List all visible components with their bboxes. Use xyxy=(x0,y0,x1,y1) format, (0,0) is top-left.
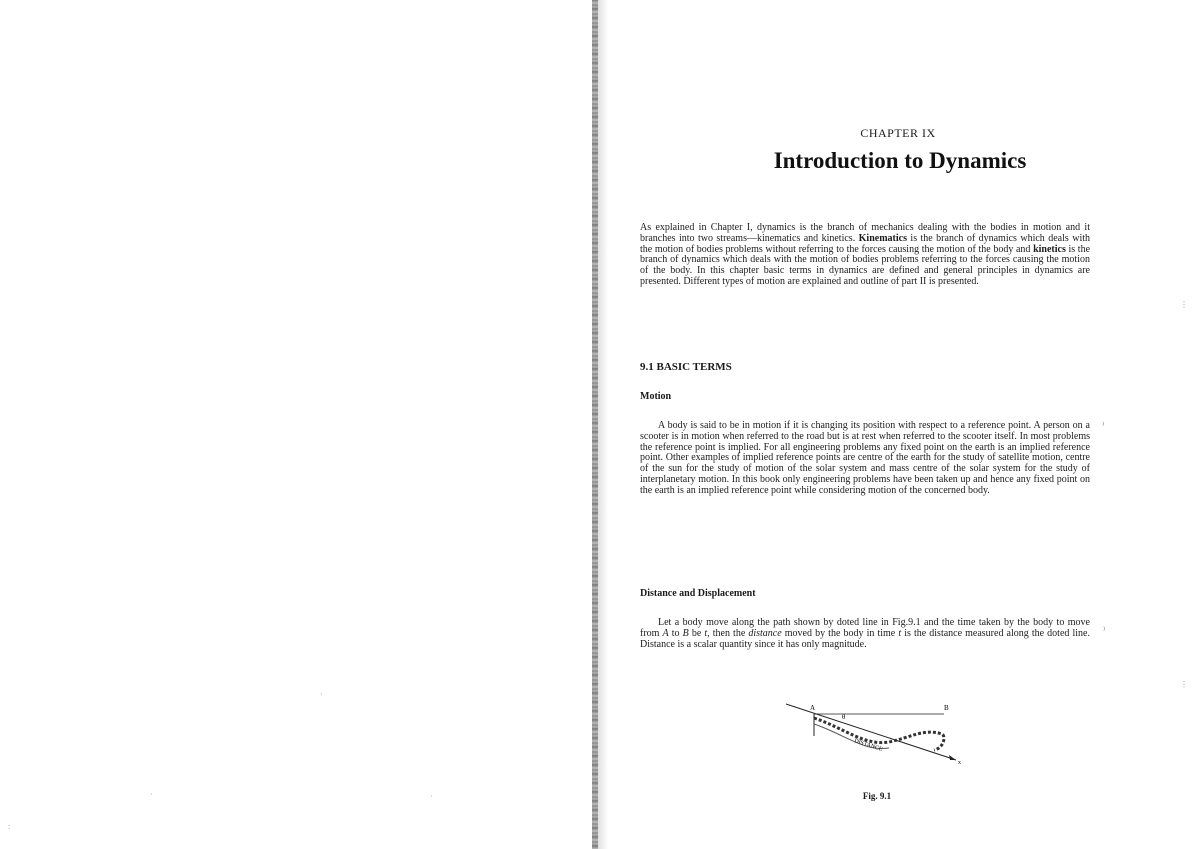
intro-text-2: is the branch of dynamics which deals with the motion of bodies problems without referring to the forces causing the motion of the body and xyxy=(640,232,1091,255)
right-page xyxy=(600,0,1200,849)
section-heading: 9.1 BASIC TERMS xyxy=(640,361,732,373)
scan-speck: ⋮ xyxy=(1180,300,1188,309)
scan-speck: · xyxy=(150,790,153,799)
scan-speck: ⋮ xyxy=(1180,680,1188,689)
margin-mark: ⁾ xyxy=(1103,625,1106,635)
distance-paragraph xyxy=(640,618,1090,650)
fig-label-b: B xyxy=(944,704,949,712)
intro-text-3: is the branch of dynamics which deals with the motion of bodies problems referring to the forces causing the motion of the body. In this chapter basic terms in dynamics are defined and general principles in dynamics are presented. Different types of motion are explained and outline of part II is presented. xyxy=(640,243,1091,287)
margin-mark: ⁾ xyxy=(1102,420,1105,430)
intro-paragraph xyxy=(640,223,1090,288)
distance-term: distance xyxy=(748,627,782,639)
motion-heading: Motion xyxy=(640,391,672,402)
scan-speck: · xyxy=(430,792,433,801)
time-ref: t xyxy=(704,627,708,639)
motion-paragraph: A body is said to be in motion if it is changing its position with respect to a reference point. A person on a scooter is in motion when referred to the road but is at rest when referred to the scooter itself. In most problems the reference point is implied. For all engineering problems any fixed point on the earth is an implied reference point. Other examples of implied reference points are centre of the earth for the study of satellite motion, centre of the sun for the study of motion of the solar system and mass centre of the solar system for the study of interplanetary motion. In this book only engineering problems have been taken up and hence any fixed point on the earth is an implied reference point while considering motion of the concerned body. xyxy=(640,420,1090,496)
fig-label-theta: θ xyxy=(842,713,846,721)
scan-speck: : xyxy=(8,822,11,831)
distance-text-1: Let a body move along the path shown by doted line in Fig.9.1 and the time taken by the body to move from xyxy=(640,617,1090,639)
point-a-ref: A xyxy=(662,627,669,639)
distance-text-2: , then the xyxy=(707,627,749,639)
chapter-title: Introduction to Dynamics xyxy=(773,148,1027,173)
distance-heading: Distance and Displacement xyxy=(640,588,756,599)
kinetics-term: kinetics xyxy=(1033,243,1066,255)
fig-label-distance: DISTANCE xyxy=(853,738,883,753)
fig-label-a: A xyxy=(810,704,816,712)
distance-text-be: be xyxy=(688,627,705,639)
figure-9-1 xyxy=(784,698,964,768)
distance-text-3: moved by the body in time xyxy=(781,627,899,639)
scan-speck: · xyxy=(320,690,323,699)
left-blank-page xyxy=(0,0,594,849)
figure-caption: Fig. 9.1 xyxy=(862,791,892,801)
intro-text-1: As explained in Chapter I, dynamics is the branch of mechanics dealing with the bodies in motion and it branches into two streams—kinematics and kinetics. xyxy=(640,222,1090,244)
distance-text-to: to xyxy=(668,627,683,639)
distance-text-4: is the distance measured along the doted line. Distance is a scalar quantity since it has only magnitude. xyxy=(640,627,1090,650)
time-ref-2: t xyxy=(898,627,902,639)
chapter-label: CHAPTER IX xyxy=(860,126,936,140)
fig-label-x: x xyxy=(958,760,961,766)
point-b-ref: B xyxy=(682,627,689,639)
kinematics-term: Kinematics xyxy=(858,232,907,244)
